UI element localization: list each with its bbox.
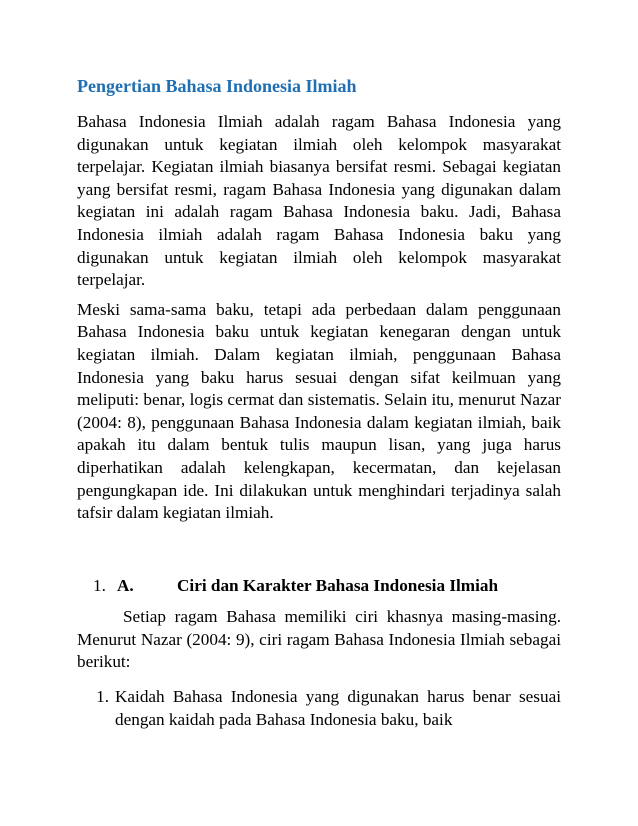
list-item-marker: 1. <box>96 687 109 707</box>
section-title: Ciri dan Karakter Bahasa Indonesia Ilmiah <box>177 575 499 595</box>
section-intro-paragraph: Setiap ragam Bahasa memiliki ciri khasnya masing-masing. Menurut Nazar (2004: 9), ciri ragam Bahasa Indonesia Ilmiah sebagai berikut: <box>77 607 561 672</box>
document-page <box>77 72 561 731</box>
section-letter: A. <box>117 575 134 595</box>
paragraph-definition: Bahasa Indonesia Ilmiah adalah ragam Bahasa Indonesia yang digunakan untuk kegiatan ilmiah oleh kelompok masyarakat terpelajar. Kegiatan ilmiah biasanya bersifat resmi. Sebagai kegiatan yang bersifat resmi, ragam Bahasa Indonesia yang digunakan dalam kegiatan ini adalah ragam Bahasa Indonesia baku. Jadi, Bahasa Indonesia ilmiah adalah ragam Bahasa Indonesia baku yang digunakan untuk kegiatan ilmiah oleh kelompok masyarakat terpelajar. <box>77 112 561 290</box>
section-number: 1. <box>93 575 106 595</box>
list-item-text: Kaidah Bahasa Indonesia yang digunakan harus benar sesuai dengan kaidah pada Bahasa Indonesia baku, baik <box>115 687 561 729</box>
document-title: Pengertian Bahasa Indonesia Ilmiah <box>77 76 357 96</box>
paragraph-difference: Meski sama-sama baku, tetapi ada perbedaan dalam penggunaan Bahasa Indonesia baku untuk kegiatan kenegaran dengan untuk kegiatan ilmiah. Dalam kegiatan ilmiah, penggunaan Bahasa Indonesia yang baku harus sesuai dengan sifat keilmuan yang meliputi: benar, logis cermat dan sistematis. Selain itu, menurut Nazar (2004: 8), penggunaan Bahasa Indonesia dalam kegiatan ilmiah, baik apakah itu dalam bentuk tulis maupun lisan, yang juga harus diperhatikan adalah kelengkapan, kecermatan, dan kejelasan pengungkapan ide. Ini dilakukan untuk menghindari terjadinya salah tafsir dalam kegiatan ilmiah. <box>77 299 561 523</box>
section-heading <box>77 575 561 598</box>
list-item <box>77 686 561 731</box>
